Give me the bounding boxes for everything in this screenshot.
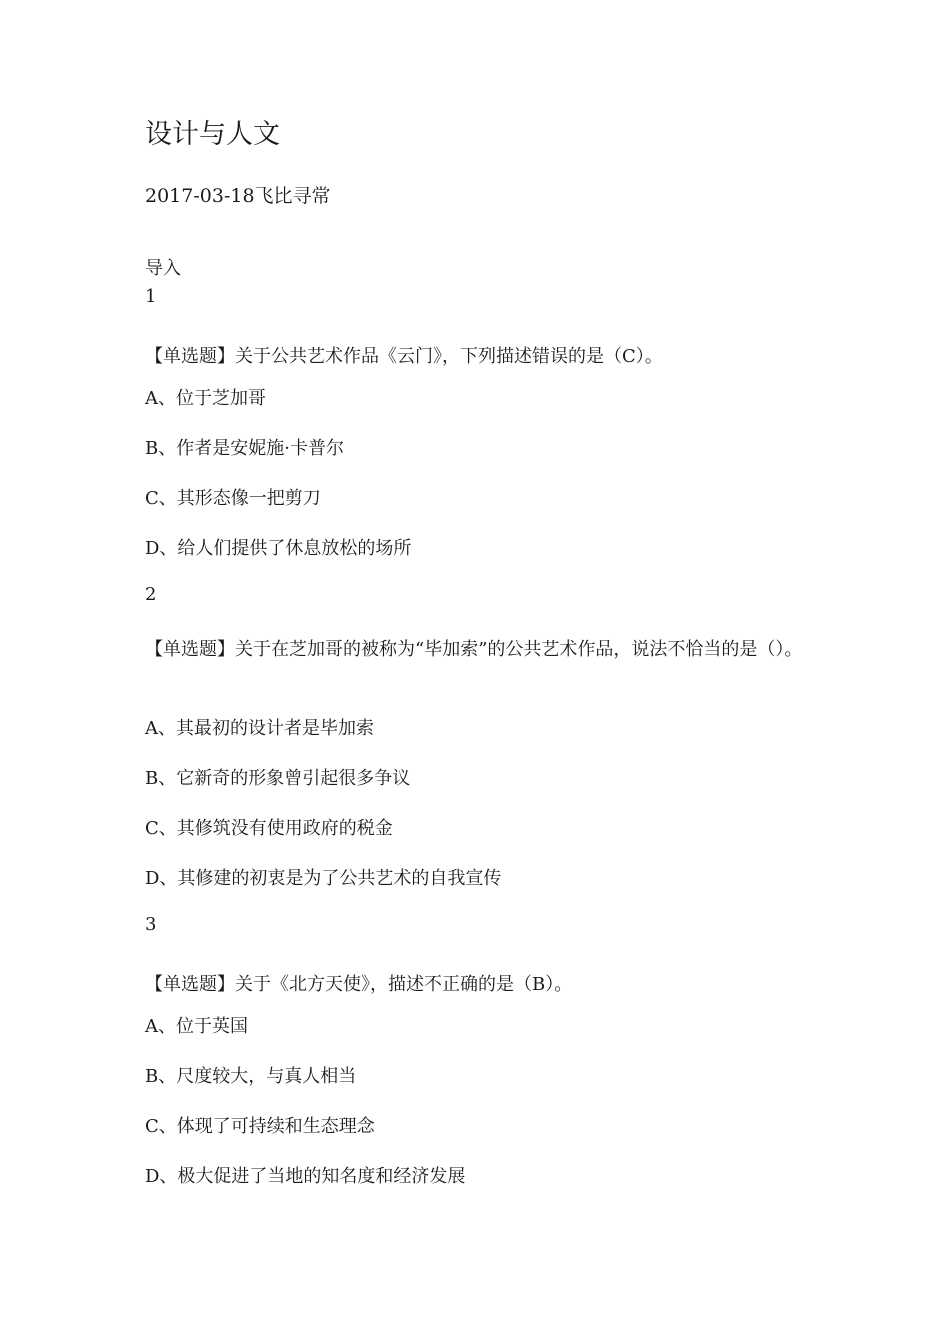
question-1-stem: 【单选题】关于公共艺术作品《云门》，下列描述错误的是（C）。 <box>145 346 663 367</box>
question-2-number: 2 <box>145 584 157 605</box>
question-2-option-a: A、其最初的设计者是毕加索 <box>145 718 374 739</box>
question-3-number: 3 <box>145 914 157 935</box>
question-2-option-b: B、它新奇的形象曾引起很多争议 <box>145 768 411 789</box>
question-1-option-a: A、位于芝加哥 <box>145 388 266 409</box>
question-1-option-c: C、其形态像一把剪刀 <box>145 488 321 509</box>
section-intro: 导入 <box>145 258 181 279</box>
question-1-option-b: B、作者是安妮施·卡普尔 <box>145 438 344 459</box>
question-2-option-d: D、其修建的初衷是为了公共艺术的自我宣传 <box>145 868 502 889</box>
question-3-stem: 【单选题】关于《北方天使》，描述不正确的是（B）。 <box>145 974 573 995</box>
question-2-stem: 【单选题】关于在芝加哥的被称为“毕加索”的公共艺术作品，说法不恰当的是（）。 <box>145 639 803 660</box>
question-3-option-c: C、体现了可持续和生态理念 <box>145 1116 375 1137</box>
question-3-option-d: D、极大促进了当地的知名度和经济发展 <box>145 1166 466 1187</box>
question-2-option-c: C、其修筑没有使用政府的税金 <box>145 818 393 839</box>
question-1-option-d: D、给人们提供了休息放松的场所 <box>145 538 412 559</box>
question-1-number: 1 <box>145 286 157 307</box>
question-3-option-a: A、位于英国 <box>145 1016 248 1037</box>
question-3-option-b: B、尺度较大，与真人相当 <box>145 1066 357 1087</box>
document-title: 设计与人文 <box>145 119 280 150</box>
document-meta: 2017-03-18飞比寻常 <box>145 185 331 207</box>
